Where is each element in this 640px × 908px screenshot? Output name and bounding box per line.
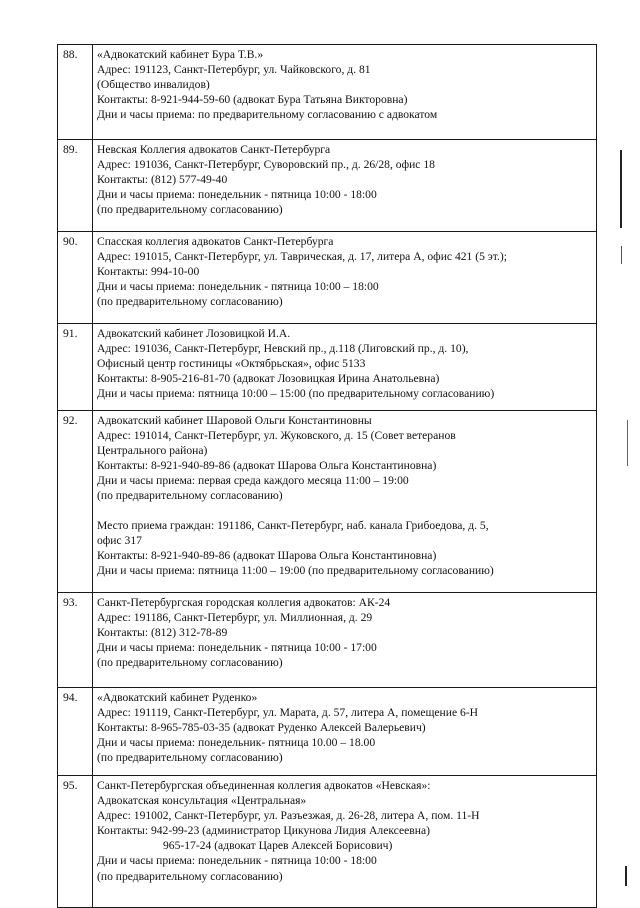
entry-contacts: Контакты: (812) 312-78-89 <box>97 626 228 640</box>
entry-subtitle: Адвокатская консультация «Центральная» <box>97 794 307 808</box>
entry-contacts-extra: 965-17-24 (адвокат Царев Алексей Борисович) <box>163 839 393 853</box>
entry-number: 89. <box>58 140 93 232</box>
entry-title: Спасская коллегия адвокатов Санкт-Петербурга <box>97 235 334 248</box>
entry-title: Адвокатский кабинет Шаровой Ольги Константиновны <box>97 414 372 427</box>
entry-title: Невская Коллегия адвокатов Санкт-Петербурга <box>97 143 331 156</box>
entry-details <box>93 593 597 688</box>
entry-title: «Адвокатский кабинет Руденко» <box>97 691 258 704</box>
entry-address-note: (Общество инвалидов) <box>97 78 210 92</box>
entry-address: Адрес: 191015, Санкт-Петербург, ул. Таврическая, д. 17, литера А, офис 421 (5 эт.); <box>97 250 507 264</box>
entry-number: 92. <box>58 411 93 593</box>
entry-address: Адрес: 191036, Санкт-Петербург, Суворовский пр., д. 26/28, офис 18 <box>97 158 435 172</box>
entry-second-location: Место приема граждан: 191186, Санкт-Петербург, наб. канала Грибоедова, д. 5, <box>97 518 489 532</box>
entry-second-hours: Дни и часы приема: пятница 11:00 – 19:00 (по предварительному согласованию) <box>97 563 494 577</box>
entry-number: 88. <box>58 45 93 140</box>
entry-contacts: Контакты: 8-921-944-59-60 (адвокат Бура Татьяна Викторовна) <box>97 93 408 107</box>
entry-contacts: Контакты: 8-905-216-81-70 (адвокат Лозовицкая Ирина Анатольевна) <box>97 372 440 386</box>
entry-address: Адрес: 191014, Санкт-Петербург, ул. Жуковского, д. 15 (Совет ветеранов <box>97 429 456 443</box>
table-row <box>58 140 597 232</box>
entry-hours: Дни и часы приема: понедельник- пятница 10.00 – 18.00 <box>97 736 376 750</box>
entry-second-contacts: Контакты: 8-921-940-89-86 (адвокат Шарова Ольга Константиновна) <box>97 548 437 562</box>
table-row <box>58 45 597 140</box>
entry-title: «Адвокатский кабинет Бура Т.В.» <box>97 48 264 61</box>
entry-hours: Дни и часы приема: понедельник - пятница 10:00 - 17:00 <box>97 641 377 655</box>
entry-number: 94. <box>58 688 93 776</box>
scan-edge-mark <box>620 150 622 228</box>
entry-hours: Дни и часы приема: понедельник - пятница 10:00 - 18:00 <box>97 188 377 202</box>
entry-hours-note: (по предварительному согласованию) <box>97 751 283 765</box>
entry-hours: Дни и часы приема: пятница 10:00 – 15:00 (по предварительному согласованию) <box>97 387 495 401</box>
entry-contacts: Контакты: 8-921-940-89-86 (адвокат Шарова Ольга Константиновна) <box>97 459 437 473</box>
entry-address: Адрес: 191123, Санкт-Петербург, ул. Чайковского, д. 81 <box>97 63 371 77</box>
table-row <box>58 411 597 593</box>
entry-details <box>93 776 597 908</box>
entry-hours: Дни и часы приема: первая среда каждого месяца 11:00 – 19:00 <box>97 474 409 488</box>
entry-details <box>93 232 597 324</box>
entry-hours: Дни и часы приема: по предварительному согласованию с адвокатом <box>97 108 438 122</box>
entry-address: Адрес: 191002, Санкт-Петербург, ул. Разъезжая, д. 26-28, литера А, пом. 11-Н <box>97 809 480 823</box>
entry-contacts: Контакты: 994-10-00 <box>97 265 200 279</box>
entry-number: 95. <box>58 776 93 908</box>
entry-details <box>93 411 597 593</box>
scan-edge-mark <box>627 420 628 466</box>
entry-hours: Дни и часы приема: понедельник - пятница 10:00 – 18:00 <box>97 280 379 294</box>
table-row <box>58 324 597 411</box>
entry-hours: Дни и часы приема: понедельник - пятница 10:00 - 18:00 <box>97 854 377 868</box>
entry-contacts: Контакты: 8-965-785-03-35 (адвокат Руденко Алексей Валерьевич) <box>97 721 426 735</box>
entry-contacts: Контакты: 942-99-23 (администратор Цикунова Лидия Алексеевна) <box>97 824 430 838</box>
table-row <box>58 688 597 776</box>
entry-title: Санкт-Петербургская городская коллегия адвокатов: АК-24 <box>97 596 391 609</box>
entry-second-office: офис 317 <box>97 533 142 547</box>
entry-hours-note: (по предварительному согласованию) <box>97 489 283 503</box>
table-row <box>58 232 597 324</box>
entry-title: Адвокатский кабинет Лозовицкой И.А. <box>97 327 291 340</box>
entry-hours-note: (по предварительному согласованию) <box>97 869 283 883</box>
entry-details <box>93 688 597 776</box>
entry-details <box>93 324 597 411</box>
entry-address-note: Офисный центр гостиницы «Октябрьская», офис 5133 <box>97 357 366 371</box>
entry-title: Санкт-Петербургская объединенная коллегия адвокатов «Невская»: <box>97 779 431 792</box>
legal-aid-registry-table <box>57 44 597 908</box>
entry-address: Адрес: 191119, Санкт-Петербург, ул. Марата, д. 57, литера А, помещение 6-Н <box>97 706 479 720</box>
entry-address: Адрес: 191186, Санкт-Петербург, ул. Миллионная, д. 29 <box>97 611 373 625</box>
paragraph-gap <box>97 504 592 518</box>
entry-number: 93. <box>58 593 93 688</box>
entry-address-note: Центрального района) <box>97 444 208 458</box>
table-row <box>58 593 597 688</box>
entry-details <box>93 45 597 140</box>
entry-number: 90. <box>58 232 93 324</box>
entry-hours-note: (по предварительному согласованию) <box>97 656 283 670</box>
entry-address: Адрес: 191036, Санкт-Петербург, Невский пр., д.118 (Лиговский пр., д. 10), <box>97 342 469 356</box>
table-row <box>58 776 597 908</box>
entry-number: 91. <box>58 324 93 411</box>
entry-details <box>93 140 597 232</box>
scan-edge-mark <box>621 246 622 264</box>
entry-hours-note: (по предварительному согласованию) <box>97 295 283 309</box>
scan-edge-mark <box>625 866 627 886</box>
entry-contacts: Контакты: (812) 577-49-40 <box>97 173 228 187</box>
entry-hours-note: (по предварительному согласованию) <box>97 203 283 217</box>
